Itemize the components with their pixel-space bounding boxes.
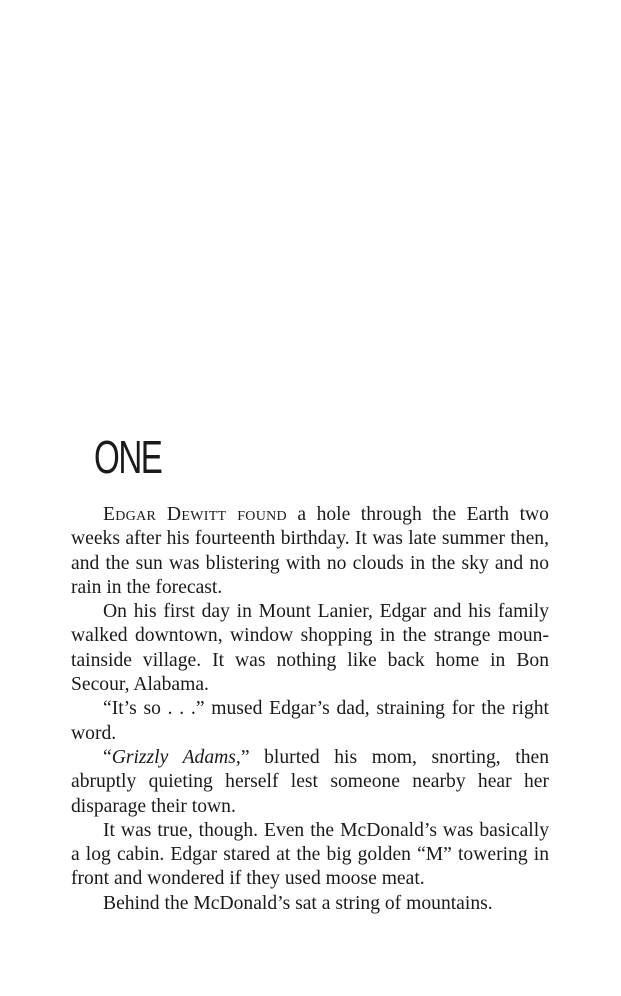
chapter-body (71, 503, 549, 916)
paragraph-1 (71, 503, 549, 600)
paragraph-open-quote: “ (103, 746, 112, 768)
paragraph-5 (71, 819, 549, 892)
paragraph-2 (71, 600, 549, 697)
paragraph-text: On his first day in Mount Lanier, Edgar and his family walked downtown, window shopping in the strange mountainside village. It was nothing like back home in Bon Secour, Alabama. (71, 601, 549, 696)
chapter-title: ONE (94, 431, 162, 483)
paragraph-text: a hole through the Earth two weeks after his fourteenth birthday. It was late summer then, and the sun was blistering with no clouds in the sky and no rain in the forecast. (71, 504, 549, 598)
paragraph-lead-in: Edgar Dewitt found (103, 504, 287, 525)
paragraph-6 (71, 892, 549, 916)
paragraph-text: Behind the McDonald’s sat a string of mountains. (103, 892, 493, 914)
paragraph-3 (71, 697, 549, 746)
paragraph-text: It was true, though. Even the McDonald’s was basically a log cabin. Edgar stared at the big golden “M” towering in front and wondered if they used moose meat. (71, 819, 549, 890)
paragraph-text: “It’s so . . .” mused Edgar’s dad, straining for the right word. (71, 698, 549, 744)
paragraph-4 (71, 746, 549, 819)
paragraph-text: ” blurted his mom, snorting, then abruptly quieting herself lest someone nearby hear her disparage their town. (71, 746, 549, 817)
paragraph-italic-text: Grizzly Adams, (111, 746, 241, 768)
